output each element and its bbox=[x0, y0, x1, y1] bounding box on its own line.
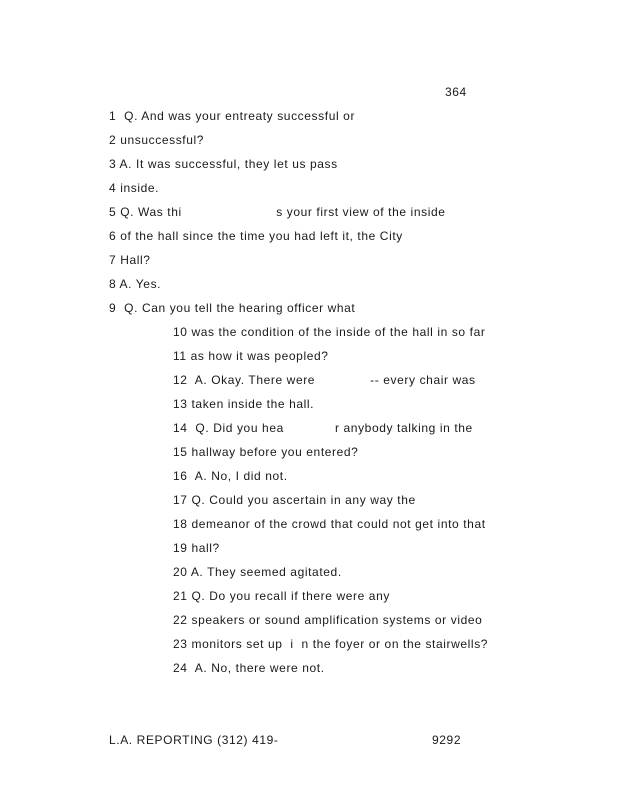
transcript-line: 3 A. It was successful, they let us pass bbox=[109, 157, 338, 171]
transcript-line: 9 Q. Can you tell the hearing officer what bbox=[109, 301, 356, 315]
transcript-line: 24 A. No, there were not. bbox=[173, 661, 325, 675]
transcript-line: 7 Hall? bbox=[109, 253, 151, 267]
page-number: 364 bbox=[445, 85, 467, 99]
transcript-line: 1 Q. And was your entreaty successful or bbox=[109, 109, 356, 123]
transcript-line: 6 of the hall since the time you had left it, the City bbox=[109, 229, 403, 243]
transcript-line: 12 A. Okay. There were -- every chair was bbox=[173, 373, 476, 387]
transcript-line: 4 inside. bbox=[109, 181, 160, 195]
transcript-line: 5 Q. Was thi s your first view of the inside bbox=[109, 205, 446, 219]
transcript-line: 14 Q. Did you hea r anybody talking in the bbox=[173, 421, 473, 435]
transcript-line: 16 A. No, I did not. bbox=[173, 469, 288, 483]
transcript-line: 10 was the condition of the inside of the hall in so far bbox=[173, 325, 486, 339]
transcript-line: 23 monitors set up i n the foyer or on the stairwells? bbox=[173, 637, 489, 651]
transcript-line: 21 Q. Do you recall if there were any bbox=[173, 589, 390, 603]
transcript-line: 13 taken inside the hall. bbox=[173, 397, 315, 411]
transcript-line: 20 A. They seemed agitated. bbox=[173, 565, 342, 579]
transcript-line: 17 Q. Could you ascertain in any way the bbox=[173, 493, 416, 507]
transcript-line: 18 demeanor of the crowd that could not get into that bbox=[173, 517, 486, 531]
footer-reporter: L.A. REPORTING (312) 419- bbox=[109, 733, 279, 747]
transcript-line: 8 A. Yes. bbox=[109, 277, 162, 291]
transcript-line: 2 unsuccessful? bbox=[109, 133, 205, 147]
transcript-line: 19 hall? bbox=[173, 541, 220, 555]
footer-phone-suffix: 9292 bbox=[432, 733, 462, 747]
transcript-line: 22 speakers or sound amplification systems or video bbox=[173, 613, 483, 627]
transcript-line: 11 as how it was peopled? bbox=[173, 349, 329, 363]
transcript-line: 15 hallway before you entered? bbox=[173, 445, 359, 459]
